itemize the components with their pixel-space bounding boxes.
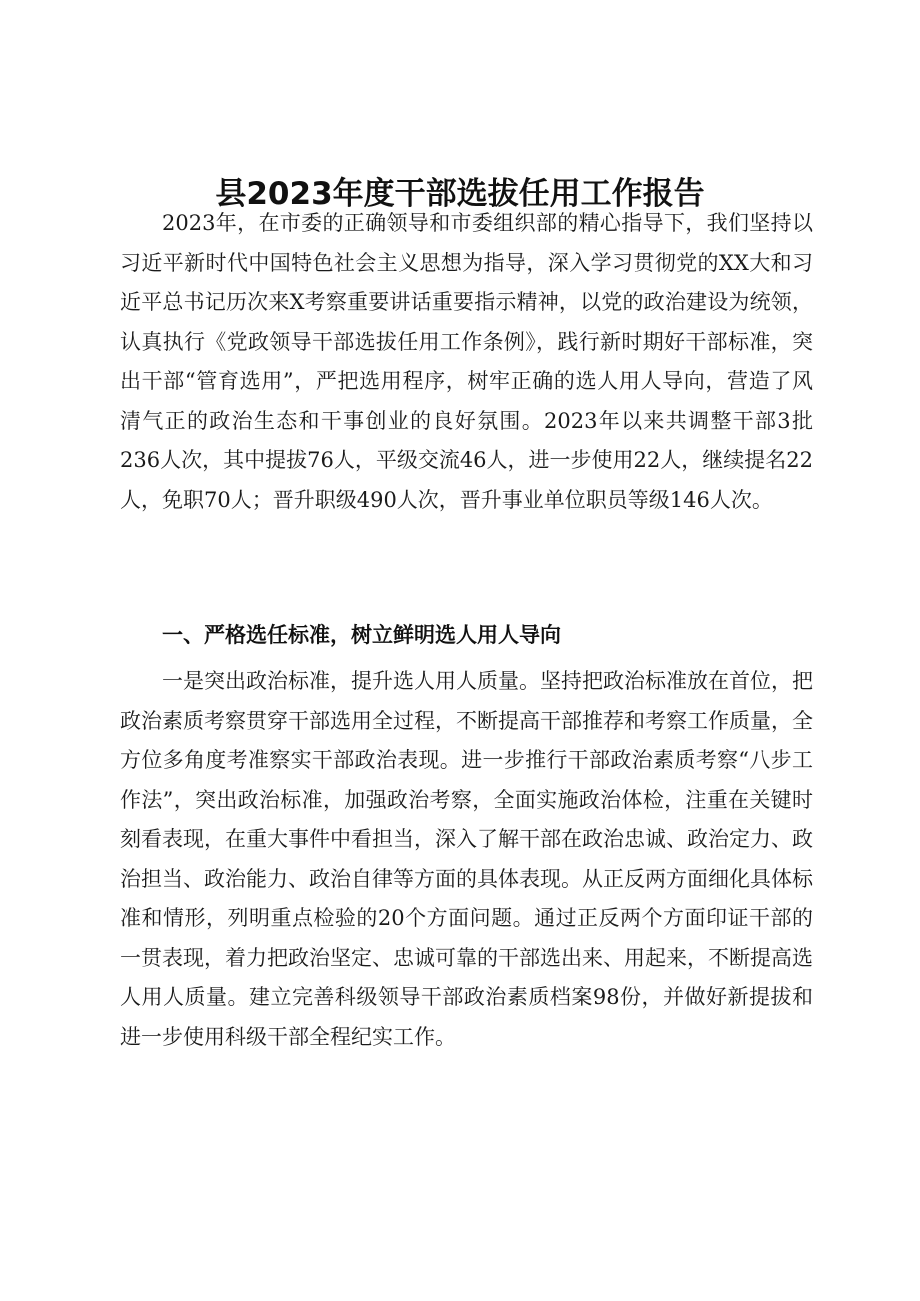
section-heading: 一、严格选任标准，树立鲜明选人用人导向 [162, 623, 561, 647]
document-title: 县2023年度干部选拔任用工作报告 [215, 176, 705, 212]
section-paragraph: 一是突出政治标准，提升选人用人质量。坚持把政治标准放在首位，把政治素质考察贯穿干部选用全过程，不断提高干部推荐和考察工作质量，全方位多角度考准察实干部政治表现。进一步推行干部政治素质考察“八步工作法”，突出政治标准，加强政治考察，全面实施政治体检，注重在关键时刻看表现，在重大事件中看担当，深入了解干部在政治忠诚、政治定力、政治担当、政治能力、政治自律等方面的具体表现。从正反两方面细化具体标准和情形，列明重点检验的20个方面问题。通过正反两个方面印证干部的一贯表现，着力把政治坚定、忠诚可靠的干部选出来、用起来，不断提高选人用人质量。建立完善科级领导干部政治素质档案98份，并做好新提拔和进一步使用科级干部全程纪实工作。 [120, 669, 813, 1049]
intro-paragraph: 2023年，在市委的正确领导和市委组织部的精心指导下，我们坚持以习近平新时代中国特色社会主义思想为指导，深入学习贯彻党的XX大和习近平总书记历次来X考察重要讲话重要指示精神，以党的政治建设为统领，认真执行《党政领导干部选拔任用工作条例》，践行新时期好干部标准，突出干部“管育选用”，严把选用程序，树牢正确的选人用人导向，营造了风清气正的政治生态和干事创业的良好氛围。2023年以来共调整干部3批236人次，其中提拔76人，平级交流46人，进一步使用22人，继续提名22人，免职70人；晋升职级490人次，晋升事业单位职员等级146人次。 [120, 211, 813, 512]
